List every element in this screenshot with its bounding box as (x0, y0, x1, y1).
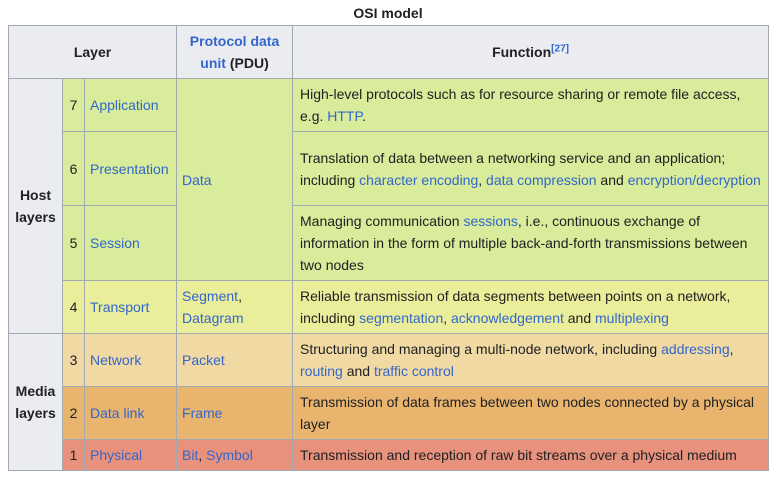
pdu-cell (177, 387, 293, 440)
layer-name-link[interactable]: Physical (90, 447, 143, 463)
pdu-link[interactable]: Symbol (206, 447, 253, 463)
layer-name-link[interactable]: Session (90, 235, 140, 251)
layer-number-cell: 6 (63, 132, 85, 206)
layer-name-link[interactable]: Network (90, 352, 142, 368)
osi-model-table (8, 25, 769, 471)
layer-name-link[interactable]: Presentation (90, 160, 169, 177)
header-function (293, 26, 769, 79)
function-link[interactable]: segmentation (359, 310, 444, 326)
pdu-header-suffix: (PDU) (225, 55, 269, 71)
pdu-link[interactable]: Segment (182, 288, 239, 304)
layer-name-cell (85, 132, 177, 206)
table-caption: OSI model (353, 5, 423, 21)
header-pdu (177, 26, 293, 79)
function-link[interactable]: sessions (463, 213, 518, 229)
table-body (9, 79, 769, 471)
function-link[interactable]: addressing (661, 341, 730, 357)
layer-row-5 (9, 206, 769, 281)
layer-name-link[interactable]: Data link (90, 405, 145, 421)
layer-row-6 (9, 132, 769, 206)
layer-name-cell (85, 387, 177, 440)
layer-name-link[interactable]: Transport (90, 299, 150, 315)
function-link[interactable]: character encoding (359, 171, 479, 188)
pdu-cell: Bit, Symbol (177, 440, 293, 471)
function-header-label: Function (492, 44, 552, 60)
function-link[interactable]: encryption/decryption (627, 171, 761, 188)
layer-row-2 (9, 387, 769, 440)
layer-row-1 (9, 440, 769, 471)
pdu-cell (177, 79, 293, 281)
pdu-cell: Segment, Datagram (177, 281, 293, 334)
pdu-link[interactable]: Data (182, 171, 212, 188)
function-link[interactable]: multiplexing (595, 310, 669, 326)
function-cell: Reliable transmission of data segments between points on a network, including segmentation, acknowledgement and multiplexing (293, 281, 769, 334)
pdu-link[interactable]: Packet (182, 352, 225, 368)
layer-name-cell (85, 206, 177, 281)
layer-number-cell: 3 (63, 334, 85, 387)
layer-number-cell: 4 (63, 281, 85, 334)
layer-number-cell: 5 (63, 206, 85, 281)
pdu-header-link[interactable]: Protocol data unit (189, 33, 280, 71)
function-cell: Transmission and reception of raw bit streams over a physical medium (293, 440, 769, 471)
function-cell: Structuring and managing a multi-node network, including addressing, routing and traffic control (293, 334, 769, 387)
function-link[interactable]: traffic control (373, 363, 454, 379)
layer-name-cell (85, 79, 177, 132)
function-cell: Translation of data between a networking service and an application; including character encoding, data compression and encryption/decryption (293, 132, 769, 206)
header-row (9, 26, 769, 79)
function-link[interactable]: acknowledgement (451, 310, 564, 326)
layer-name-cell (85, 281, 177, 334)
layer-number-cell: 1 (63, 440, 85, 471)
function-ref-sup (551, 43, 569, 54)
pdu-link[interactable]: Frame (182, 405, 223, 421)
function-cell: Managing communication sessions, i.e., continuous exchange of information in the form of multiple back-and-forth transmissions between two nodes (293, 206, 769, 281)
layer-name-link[interactable]: Application (90, 97, 159, 113)
layer-number-cell: 2 (63, 387, 85, 440)
pdu-link[interactable]: Bit (182, 447, 199, 463)
group-label-cell: Media layers (9, 334, 63, 471)
layer-row-3 (9, 334, 769, 387)
layer-name-cell (85, 334, 177, 387)
function-ref-link[interactable]: [27] (551, 43, 569, 55)
function-link[interactable]: HTTP (327, 108, 363, 124)
function-link[interactable]: data compression (486, 171, 597, 188)
layer-row-7 (9, 79, 769, 132)
pdu-cell (177, 334, 293, 387)
layer-number-cell: 7 (63, 79, 85, 132)
group-label-cell: Host layers (9, 79, 63, 334)
layer-name-cell (85, 440, 177, 471)
layer-row-4 (9, 281, 769, 334)
function-link[interactable]: routing (300, 363, 343, 379)
header-layer: Layer (9, 26, 177, 79)
function-cell: High-level protocols such as for resource sharing or remote file access, e.g. HTTP. (293, 79, 769, 132)
pdu-link[interactable]: Datagram (182, 310, 244, 326)
function-cell: Transmission of data frames between two nodes connected by a physical layer (293, 387, 769, 440)
